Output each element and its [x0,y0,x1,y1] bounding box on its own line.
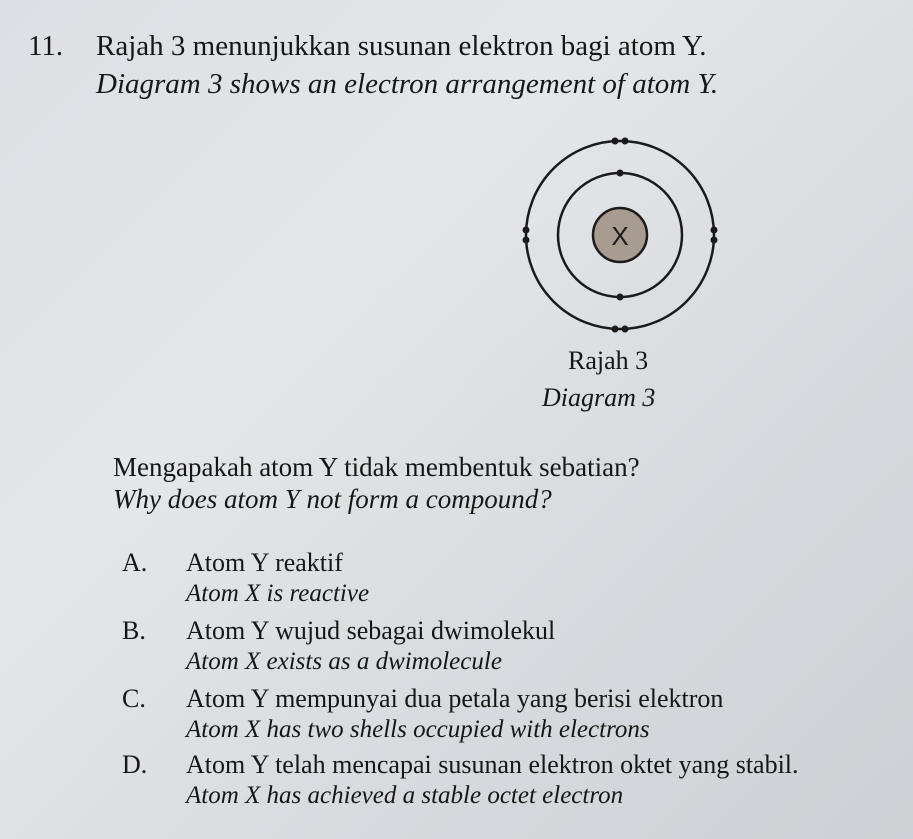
option-d-letter: D. [122,750,148,779]
option-c-letter: C. [122,684,146,713]
option-b-letter: B. [122,616,146,645]
option-a-english: Atom X is reactive [186,580,370,607]
option-b-malay: Atom Y wujud sebagai dwimolekul [186,616,556,645]
electron [612,326,619,333]
question-number: 11. [28,30,64,62]
option-d-english: Atom X has achieved a stable octet electron [186,782,624,809]
option-d-malay: Atom Y telah mencapai susunan elektron oktet yang stabil. [186,750,799,779]
electron [622,138,629,145]
electron [523,227,530,234]
diagram-caption-malay: Rajah 3 [568,346,649,375]
electron [612,138,619,145]
option-b-english: Atom X exists as a dwimolecule [186,648,502,675]
electron [523,237,530,244]
question-text-english: Diagram 3 shows an electron arrangement of atom Y. [96,68,719,100]
electron [617,170,624,177]
electron [711,237,718,244]
option-a-letter: A. [122,548,148,577]
diagram-caption-english: Diagram 3 [542,383,656,412]
electron [711,227,718,234]
nucleus-label: X [611,221,629,251]
electron [622,326,629,333]
electron-arrangement-diagram [520,135,720,335]
electron [617,294,624,301]
prompt-malay: Mengapakah atom Y tidak membentuk sebatian? [113,452,640,482]
option-a-malay: Atom Y reaktif [186,548,343,577]
prompt-english: Why does atom Y not form a compound? [113,484,552,514]
question-text-malay: Rajah 3 menunjukkan susunan elektron bagi atom Y. [96,30,707,62]
atom-diagram-svg [520,135,720,335]
option-c-malay: Atom Y mempunyai dua petala yang berisi elektron [186,684,724,713]
option-c-english: Atom X has two shells occupied with electrons [186,716,650,743]
